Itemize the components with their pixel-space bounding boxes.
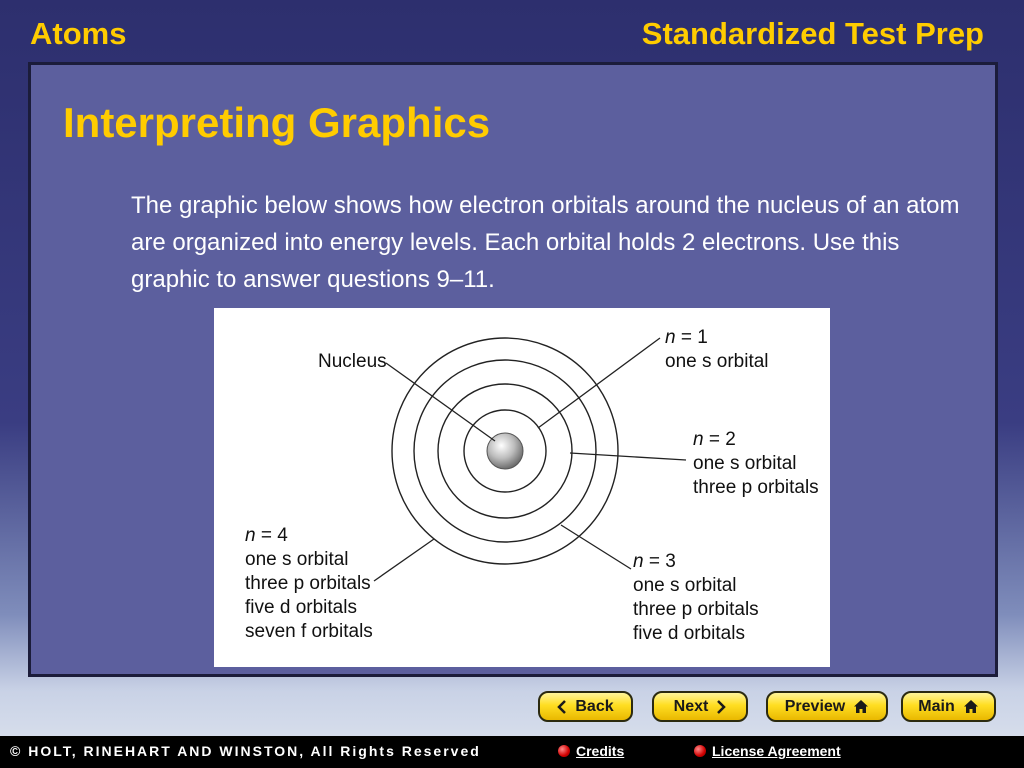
license-agreement-link[interactable]: [694, 743, 841, 759]
n3-title: [633, 551, 676, 572]
next-button-label: Next: [673, 697, 709, 715]
n2-line-2: three p orbitals: [693, 477, 819, 498]
n4-line-1: one s orbital: [245, 549, 349, 570]
title-bar: [0, 0, 1024, 64]
n2-title-value: = 2: [703, 429, 736, 450]
main-button[interactable]: [901, 691, 996, 722]
back-button-label: Back: [575, 697, 614, 715]
preview-button[interactable]: [766, 691, 888, 722]
n4-title-var: n: [245, 525, 256, 546]
n4-line-4: seven f orbitals: [245, 621, 373, 642]
section-title: Standardized Test Prep: [641, 16, 984, 51]
n3-title-var: n: [633, 551, 644, 572]
n1-title-var: n: [665, 327, 676, 348]
n3-line-3: five d orbitals: [633, 623, 745, 644]
n4-title-value: = 4: [255, 525, 288, 546]
n3-title-value: = 3: [643, 551, 676, 572]
nucleus-label: Nucleus: [318, 351, 387, 372]
footer-bar: [0, 736, 1024, 768]
next-button[interactable]: [652, 691, 748, 722]
n1-title: [665, 327, 708, 348]
n2-line-1: one s orbital: [693, 453, 797, 474]
chevron-right-icon: [716, 700, 726, 714]
chevron-left-icon: [557, 700, 567, 714]
content-panel: [28, 62, 998, 677]
bullet-icon: [694, 745, 706, 757]
n4-line-2: three p orbitals: [245, 573, 371, 594]
navigation-bar: [0, 691, 1024, 723]
copyright-notice: © HOLT, RINEHART AND WINSTON, All Rights Reserved: [10, 743, 481, 759]
n3-leader-line: [561, 525, 631, 569]
n1-line-1: one s orbital: [665, 351, 769, 372]
main-button-label: Main: [918, 697, 955, 715]
credits-link-label: Credits: [576, 743, 625, 759]
n4-line-3: five d orbitals: [245, 597, 357, 618]
n1-leader-line: [538, 338, 660, 428]
n2-title-var: n: [693, 429, 704, 450]
back-button[interactable]: [538, 691, 633, 722]
n2-leader-line: [570, 453, 686, 460]
orbital-diagram: [214, 308, 830, 667]
home-icon: [853, 699, 869, 714]
n1-title-value: = 1: [675, 327, 708, 348]
preview-button-label: Preview: [784, 697, 846, 715]
chapter-title: Atoms: [30, 16, 127, 51]
orbital-diagram-svg: [214, 308, 830, 667]
bullet-icon: [558, 745, 570, 757]
slide-heading: Interpreting Graphics: [63, 99, 491, 146]
home-icon: [963, 699, 979, 714]
credits-link[interactable]: [558, 743, 624, 759]
intro-paragraph: The graphic below shows how electron orbitals around the nucleus of an atom are organized into energy levels. Each orbital holds 2 electrons. Use this graphic to answer questions 9–11.: [131, 192, 960, 293]
license-link-label: License Agreement: [712, 743, 841, 759]
n3-line-2: three p orbitals: [633, 599, 759, 620]
n3-line-1: one s orbital: [633, 575, 737, 596]
nucleus-leader-line: [386, 363, 495, 441]
n2-title: [693, 429, 736, 450]
n4-title: [245, 525, 288, 546]
n4-leader-line: [374, 539, 434, 581]
